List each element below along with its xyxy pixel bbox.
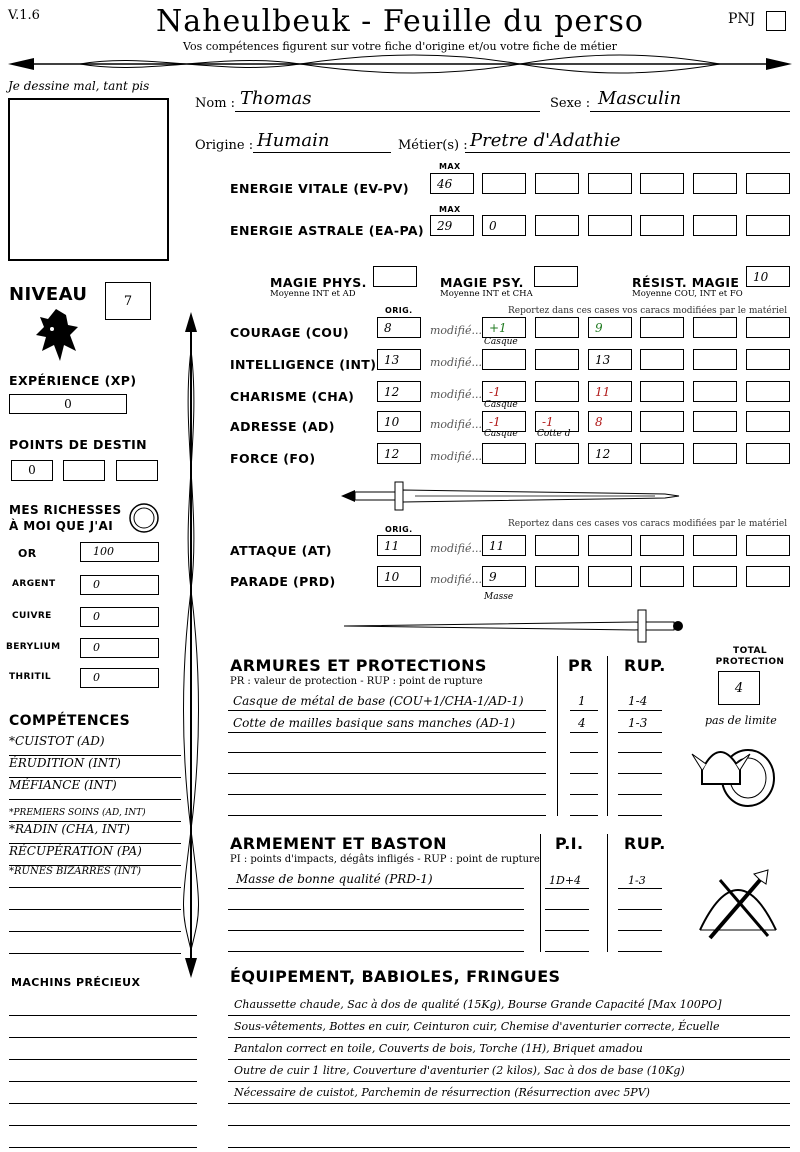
ea-box[interactable] [746, 215, 790, 236]
limit-note: pas de limite [705, 714, 777, 727]
helmet-shield-icon [690, 730, 780, 810]
total-protection-box[interactable]: 4 [718, 671, 760, 705]
stat-mod-courage-2[interactable] [535, 317, 579, 338]
table-line [618, 794, 662, 795]
vertical-spear-ornament [178, 310, 204, 980]
equipement-line[interactable]: Chaussette chaude, Sac à dos de qualité (15Kg), Bourse Grande Capacité [Max 100PO] [228, 994, 790, 1016]
nom-value[interactable]: Thomas [240, 88, 312, 109]
ea-box[interactable] [693, 215, 737, 236]
page-subtitle: Vos compétences figurent sur votre fiche d'origine et/ou votre fiche de métier [183, 40, 617, 53]
attaque-mod-box[interactable] [588, 535, 632, 556]
ea-box[interactable] [535, 215, 579, 236]
total-protection-label-1: TOTAL [733, 646, 767, 656]
stat-mod-box[interactable] [693, 381, 737, 402]
modifie-label: modifié... [430, 388, 482, 401]
berylium-label: BERYLIUM [6, 642, 61, 652]
thritil-label: THRITIL [9, 672, 51, 682]
armure-row-pr[interactable]: 4 [578, 716, 586, 730]
table-line [228, 732, 546, 733]
destin-box-3[interactable] [116, 460, 158, 481]
table-line [570, 752, 598, 753]
armure-row-rup[interactable]: 1-4 [628, 694, 648, 708]
metier-line [465, 152, 790, 153]
equipement-empty-line[interactable] [228, 1104, 790, 1126]
attaque-orig[interactable]: 11 [377, 535, 421, 556]
modifie-label: modifié... [430, 542, 482, 555]
metier-label: Métier(s) : [398, 138, 468, 153]
ea-box[interactable] [588, 215, 632, 236]
or-box[interactable]: 100 [80, 542, 159, 562]
competence-empty-line[interactable] [9, 932, 181, 954]
metier-value[interactable]: Pretre d'Adathie [470, 130, 621, 151]
stat-orig-adresse[interactable]: 10 [377, 411, 421, 432]
attaque-mod-box[interactable] [640, 535, 684, 556]
table-line [618, 732, 662, 733]
table-line [570, 732, 598, 733]
argent-box[interactable]: 0 [80, 575, 159, 595]
stat-label-adresse: ADRESSE (AD) [230, 419, 335, 434]
armement-col-sep [540, 834, 541, 952]
table-line [618, 909, 662, 910]
ev-box[interactable] [640, 173, 684, 194]
table-line [618, 773, 662, 774]
equipement-lines [228, 994, 790, 1148]
machins-line[interactable] [9, 994, 197, 1016]
sword-icon [340, 608, 685, 644]
table-line [618, 951, 662, 952]
modifie-label: modifié... [430, 573, 482, 586]
thritil-box[interactable]: 0 [80, 668, 159, 688]
stat-mod-box[interactable] [640, 349, 684, 370]
stat-mod-box[interactable] [535, 349, 579, 370]
machins-lines [9, 994, 197, 1148]
stat-mod-box[interactable] [640, 411, 684, 432]
table-line [228, 815, 546, 816]
ea-max-box[interactable]: 29 [430, 215, 474, 236]
table-line [545, 951, 589, 952]
equipement-line[interactable]: Outre de cuir 1 litre, Couverture d'aventurier (2 kilos), Sac à dos de base (10Kg) [228, 1060, 790, 1082]
attaque-mod-box[interactable] [535, 535, 579, 556]
ea-label: ENERGIE ASTRALE (EA-PA) [230, 223, 425, 238]
richesses-label-1: MES RICHESSES [9, 503, 122, 517]
sexe-value[interactable]: Masculin [598, 88, 682, 109]
or-label: OR [18, 547, 37, 560]
machins-line[interactable] [9, 1038, 197, 1060]
parade-mod-1[interactable]: 9 [482, 566, 526, 587]
ev-box[interactable] [535, 173, 579, 194]
machins-line[interactable] [9, 1104, 197, 1126]
parade-mod-box[interactable] [693, 566, 737, 587]
table-line [228, 773, 546, 774]
equipement-empty-line[interactable] [228, 1126, 790, 1148]
ev-max-box[interactable]: 46 [430, 173, 474, 194]
berylium-box[interactable]: 0 [80, 638, 159, 658]
parade-orig[interactable]: 10 [377, 566, 421, 587]
dragon-icon [30, 305, 82, 365]
stat-label-intelligence: INTELLIGENCE (INT) [230, 357, 377, 372]
armement-sub: PI : points d'impacts, dégâts infligés - RUP : point de rupture [230, 854, 540, 865]
stat-mod-box[interactable] [693, 443, 737, 464]
armure-row-pr[interactable]: 1 [578, 694, 586, 708]
combat-report-note: Reportez dans ces cases vos caracs modifiées par le matériel [508, 519, 788, 529]
attaque-mod-box[interactable] [693, 535, 737, 556]
stat-mod-box[interactable] [482, 349, 526, 370]
armement-pi-header: P.I. [555, 834, 584, 853]
ev-label: ENERGIE VITALE (EV-PV) [230, 181, 409, 196]
machins-line[interactable] [9, 1126, 197, 1148]
attaque-label: ATTAQUE (AT) [230, 543, 332, 558]
page-title: Naheulbeuk - Feuille du perso [156, 4, 644, 39]
stat-mod-charisme-3[interactable]: 11 [588, 381, 632, 402]
stat-mod-adresse-1[interactable]: -1 [482, 411, 526, 432]
armures-title: ARMURES ET PROTECTIONS [230, 656, 487, 675]
armure-row-rup[interactable]: 1-3 [628, 716, 648, 730]
equipement-line[interactable]: Sous-vêtements, Bottes en cuir, Ceinturon cuir, Chemise d'aventurier correcte, Écuelle [228, 1016, 790, 1038]
parade-mod-box[interactable] [640, 566, 684, 587]
resist-sub: Moyenne COU, INT et FO [632, 289, 743, 299]
table-line [570, 710, 598, 711]
competence-item: *RUNES BIZARRES (INT) [9, 866, 181, 888]
table-line [545, 909, 589, 910]
stat-mod-box[interactable] [693, 349, 737, 370]
richesses-label-2: À MOI QUE J'AI [9, 519, 114, 533]
table-line [228, 888, 524, 889]
table-line [545, 888, 589, 889]
modifie-label: modifié... [430, 450, 482, 463]
magie-psy-box[interactable] [534, 266, 578, 287]
stat-mod-box[interactable] [746, 317, 790, 338]
equipement-title: ÉQUIPEMENT, BABIOLES, FRINGUES [230, 967, 561, 986]
origine-label: Origine : [195, 138, 254, 153]
stat-label-force: FORCE (FO) [230, 451, 316, 466]
competence-item: *CUISTOT (AD) [9, 734, 181, 756]
stat-mod-box[interactable] [746, 411, 790, 432]
stat-note-charisme: Casque [484, 400, 518, 410]
table-line [545, 930, 589, 931]
stat-mod-adresse-2[interactable]: -1 [535, 411, 579, 432]
stat-mod-box[interactable] [693, 411, 737, 432]
stat-mod-box[interactable] [640, 381, 684, 402]
attaque-mod-1[interactable]: 11 [482, 535, 526, 556]
ev-box[interactable] [746, 173, 790, 194]
xp-label: EXPÉRIENCE (XP) [9, 373, 137, 388]
nom-label: Nom : [195, 96, 236, 111]
table-line [228, 909, 524, 910]
ea-max-label: MAX [439, 205, 461, 214]
competence-item: *PREMIERS SOINS (AD, INT) [9, 800, 181, 822]
table-line [570, 794, 598, 795]
stat-mod-box[interactable] [482, 443, 526, 464]
weapons-icon [690, 860, 786, 944]
portrait-caption: Je dessine mal, tant pis [8, 79, 150, 93]
arme-row-name[interactable]: Masse de bonne qualité (PRD-1) [236, 872, 433, 886]
stat-mod-courage-1[interactable]: +1 [482, 317, 526, 338]
armure-row-name[interactable]: Cotte de mailles basique sans manches (AD-1) [233, 716, 516, 730]
armures-col-sep [557, 656, 558, 816]
competences-list [9, 734, 181, 954]
niveau-label: NIVEAU [9, 284, 88, 305]
machins-label: MACHINS PRÉCIEUX [11, 976, 141, 989]
stat-note-courage: Casque [484, 337, 518, 347]
sexe-line [590, 111, 790, 112]
competence-item: RÉCUPÉRATION (PA) [9, 844, 181, 866]
stat-mod-intelligence-3[interactable]: 13 [588, 349, 632, 370]
table-line [618, 888, 662, 889]
armures-col-sep [607, 656, 608, 816]
modifie-label: modifié... [430, 324, 482, 337]
stat-orig-courage[interactable]: 8 [377, 317, 421, 338]
table-line [618, 752, 662, 753]
stat-mod-box[interactable] [640, 443, 684, 464]
arme-row-rup[interactable]: 1-3 [628, 874, 646, 887]
competence-item: MÉFIANCE (INT) [9, 778, 181, 800]
parade-mod-box[interactable] [746, 566, 790, 587]
origine-line [253, 152, 391, 153]
resist-label: RÉSIST. MAGIE [632, 275, 740, 290]
armement-col-sep [607, 834, 608, 952]
stat-mod-adresse-3[interactable]: 8 [588, 411, 632, 432]
parade-mod-box[interactable] [535, 566, 579, 587]
orig-label: ORIG. [385, 306, 413, 315]
resist-box[interactable]: 10 [746, 266, 790, 287]
stat-label-courage: COURAGE (COU) [230, 325, 349, 340]
nom-line [235, 111, 540, 112]
ev-max-label: MAX [439, 162, 461, 171]
stat-mod-box[interactable] [535, 381, 579, 402]
origine-value[interactable]: Humain [257, 130, 330, 151]
pnj-checkbox[interactable] [766, 11, 786, 31]
ev-box[interactable] [588, 173, 632, 194]
argent-label: ARGENT [12, 579, 56, 589]
parade-label: PARADE (PRD) [230, 574, 336, 589]
table-line [228, 930, 524, 931]
destin-box-1[interactable]: 0 [11, 460, 53, 481]
stat-mod-box[interactable] [535, 443, 579, 464]
competence-item: ÉRUDITION (INT) [9, 756, 181, 778]
stat-mod-box[interactable] [746, 381, 790, 402]
cuivre-box[interactable]: 0 [80, 607, 159, 627]
report-note: Reportez dans ces cases vos caracs modifiées par le matériel [508, 306, 788, 316]
table-line [618, 930, 662, 931]
machins-line[interactable] [9, 1060, 197, 1082]
table-line [228, 710, 546, 711]
coin-icon [128, 502, 160, 534]
competences-label: COMPÉTENCES [9, 713, 131, 729]
ev-box[interactable] [482, 173, 526, 194]
modifie-label: modifié... [430, 356, 482, 369]
equipement-line[interactable]: Pantalon correct en toile, Couverts de bois, Torche (1H), Briquet amadou [228, 1038, 790, 1060]
stat-mod-box[interactable] [746, 349, 790, 370]
stat-orig-intelligence[interactable]: 13 [377, 349, 421, 370]
armement-title: ARMEMENT ET BASTON [230, 834, 447, 853]
ev-box[interactable] [693, 173, 737, 194]
stat-note-adresse-1: Casque [484, 429, 518, 439]
machins-line[interactable] [9, 1016, 197, 1038]
magie-phys-label: MAGIE PHYS. [270, 275, 367, 290]
header-spear-ornament [0, 50, 800, 80]
machins-line[interactable] [9, 1082, 197, 1104]
version-label: V.1.6 [8, 8, 40, 23]
equipement-line[interactable]: Nécessaire de cuistot, Parchemin de résurrection (Résurrection avec 5PV) [228, 1082, 790, 1104]
table-line [228, 951, 524, 952]
magie-psy-label: MAGIE PSY. [440, 275, 524, 290]
table-line [618, 710, 662, 711]
xp-box[interactable]: 0 [9, 394, 127, 414]
arme-row-pi[interactable]: 1D+4 [549, 874, 582, 887]
destin-label: POINTS DE DESTIN [9, 437, 148, 452]
table-line [228, 794, 546, 795]
table-line [228, 752, 546, 753]
table-line [618, 815, 662, 816]
sexe-label: Sexe : [550, 96, 591, 111]
armures-sub: PR : valeur de protection - RUP : point de rupture [230, 676, 483, 687]
stat-orig-force[interactable]: 12 [377, 443, 421, 464]
stat-mod-box[interactable] [746, 443, 790, 464]
ea-box[interactable] [640, 215, 684, 236]
competence-empty-line[interactable] [9, 910, 181, 932]
magie-psy-sub: Moyenne INT et CHA [440, 289, 533, 299]
attaque-mod-box[interactable] [746, 535, 790, 556]
stat-note-adresse-2: Cotte d [537, 429, 571, 439]
competence-item: *RADIN (CHA, INT) [9, 822, 181, 844]
table-line [570, 815, 598, 816]
portrait-box[interactable] [8, 98, 169, 261]
combat-orig-label: ORIG. [385, 525, 413, 534]
pnj-label: PNJ [728, 11, 756, 27]
stat-mod-courage-3[interactable]: 9 [588, 317, 632, 338]
destin-box-2[interactable] [63, 460, 105, 481]
sword-icon [335, 478, 685, 514]
ea-current-box[interactable]: 0 [482, 215, 526, 236]
armement-rup-header: RUP. [624, 834, 666, 853]
parade-mod-box[interactable] [588, 566, 632, 587]
stat-mod-box[interactable] [693, 317, 737, 338]
armure-row-name[interactable]: Casque de métal de base (COU+1/CHA-1/AD-1) [233, 694, 524, 708]
stat-orig-charisme[interactable]: 12 [377, 381, 421, 402]
modifie-label: modifié... [430, 418, 482, 431]
stat-mod-charisme-1[interactable]: -1 [482, 381, 526, 402]
parade-note: Masse [484, 592, 514, 602]
table-line [570, 773, 598, 774]
armures-rup-header: RUP. [624, 656, 666, 675]
magie-phys-box[interactable] [373, 266, 417, 287]
niveau-box[interactable]: 7 [105, 282, 151, 320]
cuivre-label: CUIVRE [12, 611, 52, 621]
magie-phys-sub: Moyenne INT et AD [270, 289, 356, 299]
stat-label-charisme: CHARISME (CHA) [230, 389, 355, 404]
stat-mod-force-3[interactable]: 12 [588, 443, 632, 464]
total-protection-label-2: PROTECTION [715, 657, 785, 667]
stat-mod-box[interactable] [640, 317, 684, 338]
armures-pr-header: PR [568, 656, 593, 675]
competence-empty-line[interactable] [9, 888, 181, 910]
